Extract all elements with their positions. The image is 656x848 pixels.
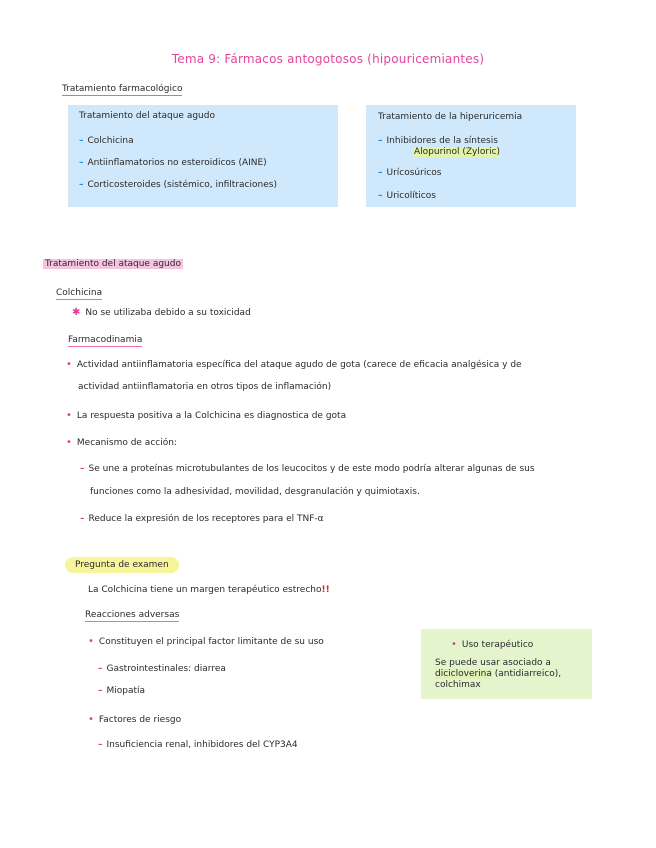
section-heading-ataque-agudo: Tratamiento del ataque agudo (45, 259, 181, 269)
list-item: – Uricolíticos (378, 191, 436, 201)
mechanism-item-continuation: funciones como la adhesividad, movilidad, desgranulación y quimiotaxis. (90, 487, 420, 497)
box-line: colchimax (435, 680, 481, 690)
exam-badge: Pregunta de examen (65, 557, 179, 573)
mechanism-item: – Reduce la expresión de los receptores para el TNF-α (80, 514, 324, 524)
bullet-item: • Mecanismo de acción: (66, 437, 177, 448)
box-line: Se puede usar asociado a (435, 658, 551, 668)
highlight-alopurinol: Alopurinol (Zyloric) (414, 147, 501, 157)
sub-item: – Insuficiencia renal, inhibidores del CYP3A4 (98, 740, 298, 750)
subheading-colchicina: Colchicina (56, 288, 103, 298)
sub-item: – Gastrointestinales: diarrea (98, 664, 226, 674)
exclamation-icon: !! (321, 585, 330, 595)
list-item: – Colchicina (79, 136, 134, 146)
list-item: – Urícosúricos (378, 168, 442, 178)
box-hiperuricemia (366, 105, 576, 207)
section-heading-tratamiento-farmacologico: Tratamiento farmacológico (62, 84, 183, 94)
bullet-item: • Actividad antiinflamatoria específica del ataque agudo de gota (carece de eficacia analgésica y de (66, 359, 522, 370)
exam-text: La Colchicina tiene un margen terapéutico estrecho!! (88, 585, 330, 595)
box-ataque-agudo (68, 105, 338, 207)
sub-item: – Miopatía (98, 686, 146, 696)
mechanism-item: – Se une a proteínas microtubulantes de los leucocitos y de este modo podría alterar algunas de sus (80, 464, 535, 474)
box-title: Tratamiento del ataque agudo (79, 111, 215, 121)
bullet-item: • Factores de riesgo (88, 714, 182, 725)
bullet-item: • La respuesta positiva a la Colchicina es diagnostica de gota (66, 410, 347, 421)
star-icon: ✱ (72, 307, 81, 318)
bullet-item: • Constituyen el principal factor limitante de su uso (88, 636, 324, 647)
list-item: – Inhibidores de la síntesis (378, 136, 498, 146)
bullet-item-continuation: actividad antiinflamatoria en otros tipos de inflamación) (78, 382, 332, 392)
box-uso-terapeutico (421, 629, 592, 699)
subheading-farmacodinamia: Farmacodinamia (68, 335, 143, 345)
page-title: Tema 9: Fármacos antogotosos (hipouricemiantes) (171, 52, 485, 66)
list-item: – Corticosteroides (sistémico, infiltraciones) (79, 180, 277, 190)
box-title: • Uso terapéutico (451, 639, 534, 650)
star-note: ✱ No se utilizaba debido a su toxicidad (72, 307, 251, 318)
subheading-reacciones: Reacciones adversas (85, 610, 180, 620)
box-title: Tratamiento de la hiperuricemia (378, 112, 523, 122)
list-item: – Antiinflamatorios no esteroidicos (AINE) (79, 158, 267, 168)
box-line: dicicloverina (antidiarreico), (435, 669, 562, 679)
